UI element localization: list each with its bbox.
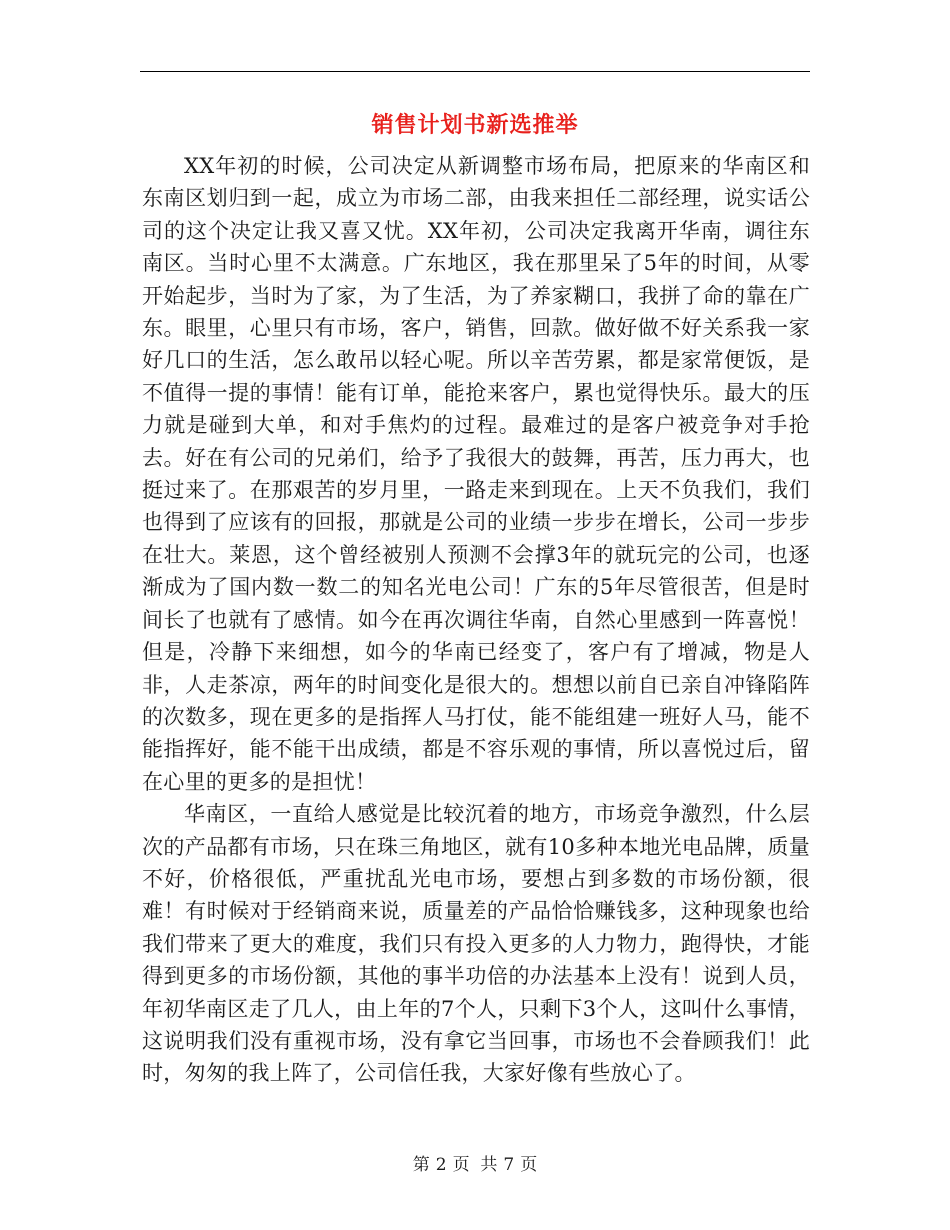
footer-current-page: 2 — [435, 1155, 447, 1175]
paragraph-2: 华南区，一直给人感觉是比较沉着的地方，市场竞争激烈，什么层次的产品都有市场，只在珠三角地区，就有10多种本地光电品牌，质量不好，价格很低，严重扰乱光电市场，要想占到多数的市场份额，很难！有时候对于经销商来说，质量差的产品恰恰赚钱多，这种现象也给我们带来了更大的难度，我们只有投入更多的人力物力，跑得快，才能得到更多的市场份额，其他的事半功倍的办法基本上没有！说到人员，年初华南区走了几人，由上年的7个人，只剩下3个人，这叫什么事情，这说明我们没有重视市场，没有拿它当回事，市场也不会眷顾我们！此时，匆匆的我上阵了，公司信任我，大家好像有些放心了。 — [142, 802, 810, 1086]
document-title: 销售计划书新选推举 — [371, 112, 579, 138]
header-rule — [140, 71, 810, 72]
footer-suffix: 页 — [520, 1155, 538, 1175]
page-footer — [0, 1152, 950, 1178]
document-body — [142, 150, 810, 1090]
footer-middle: 页 共 — [452, 1155, 498, 1175]
footer-total-pages: 7 — [503, 1155, 515, 1175]
footer-prefix: 第 — [412, 1155, 430, 1175]
paragraph-1: XX年初的时候，公司决定从新调整市场布局，把原来的华南区和东南区划归到一起，成立为市场二部，由我来担任二部经理，说实话公司的这个决定让我又喜又忧。XX年初，公司决定我离开华南，调往东南区。当时心里不太满意。广东地区，我在那里呆了5年的时间，从零开始起步，当时为了家，为了生活，为了养家糊口，我拼了命的靠在广东。眼里，心里只有市场，客户，销售，回款。做好做不好关系我一家好几口的生活，怎么敢吊以轻心呢。所以辛苦劳累，都是家常便饭，是不值得一提的事情！能有订单，能抢来客户，累也觉得快乐。最大的压力就是碰到大单，和对手焦灼的过程。最难过的是客户被竞争对手抢去。好在有公司的兄弟们，给予了我很大的鼓舞，再苦，压力再大，也挺过来了。在那艰苦的岁月里，一路走来到现在。上天不负我们，我们也得到了应该有的回报，那就是公司的业绩一步步在增长，公司一步步在壮大。莱恩，这个曾经被别人预测不会撑3年的就玩完的公司，也逐渐成为了国内数一数二的知名光电公司！广东的5年尽管很苦，但是时间长了也就有了感情。如今在再次调往华南，自然心里感到一阵喜悦！但是，冷静下来细想，如今的华南已经变了，客户有了增减，物是人非，人走茶凉，两年的时间变化是很大的。想想以前自已亲自冲锋陷阵的次数多，现在更多的是指挥人马打仗，能不能组建一班好人马，能不能指挥好，能不能干出成绩，都是不容乐观的事情，所以喜悦过后，留在心里的更多的是担忧！ — [142, 154, 810, 794]
